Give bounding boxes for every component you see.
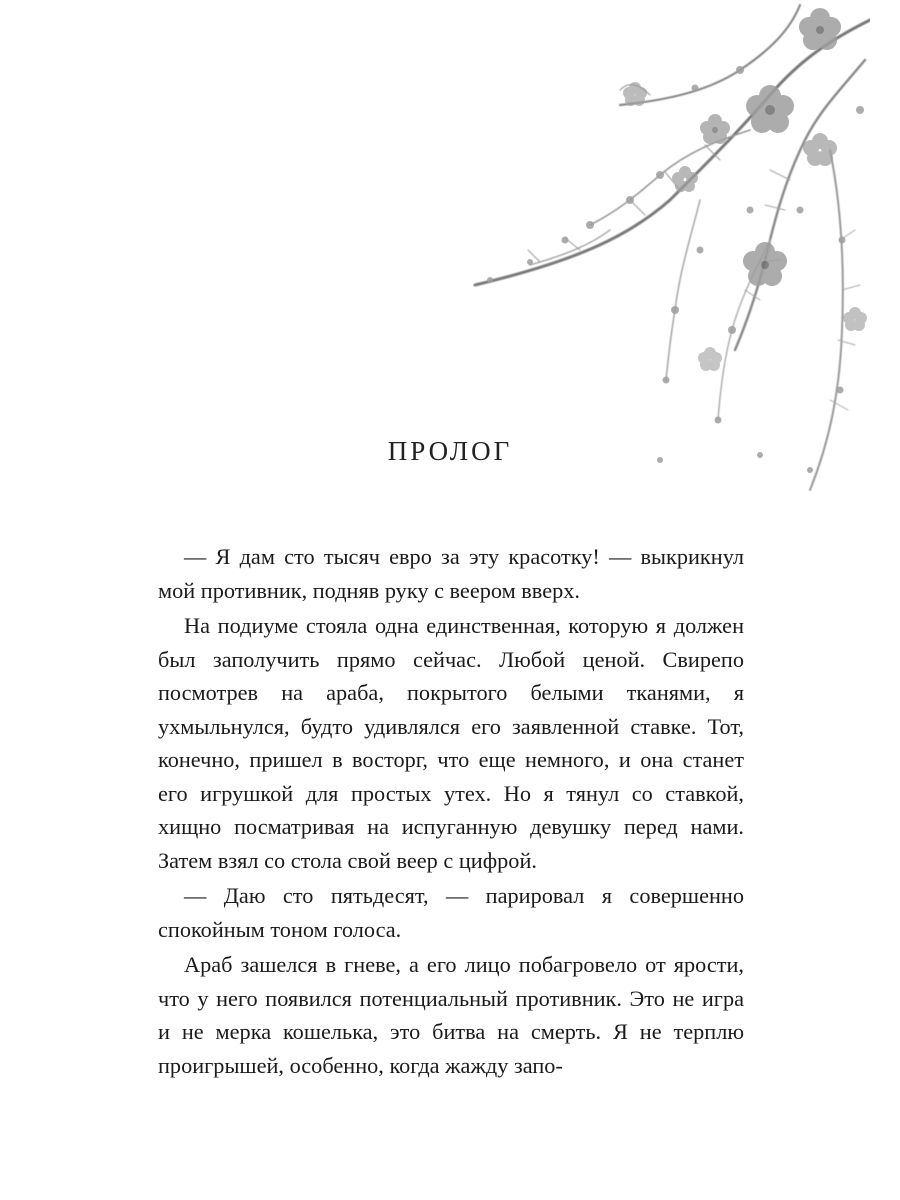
paragraph: Араб зашелся в гневе, а его лицо побагровело от ярости, что у него появился потенциальный противник. Это не игра и не мерка кошелька, это битва на смерть. Я не терплю проигрышей, особенно, когда жажду запо- <box>158 952 744 1078</box>
paragraph: — Даю сто пятьдесят, — парировал я совершенно спокойным тоном голоса. <box>158 883 744 942</box>
paragraph: — Я дам сто тысяч евро за эту красотку! — выкрикнул мой противник, подняв руку с веером вверх. <box>158 544 744 603</box>
cherry-blossom-branch-icon <box>470 0 870 500</box>
paragraph: На подиуме стояла одна единственная, которую я должен был заполучить прямо сейчас. Любой ценой. Свирепо посмотрев на араба, покрытого белыми тканями, я ухмыльнулся, будто удивлялся его заявленной ставке. Тот, конечно, пришел в восторг, что еще немного, и она станет его игрушкой для простых утех. Но я тянул со ставкой, хищно посматривая на испуганную девушку перед нами. Затем взял со стола свой веер с цифрой. <box>158 613 744 873</box>
chapter-title: ПРОЛОГ <box>387 436 513 466</box>
body-text <box>158 540 744 1082</box>
